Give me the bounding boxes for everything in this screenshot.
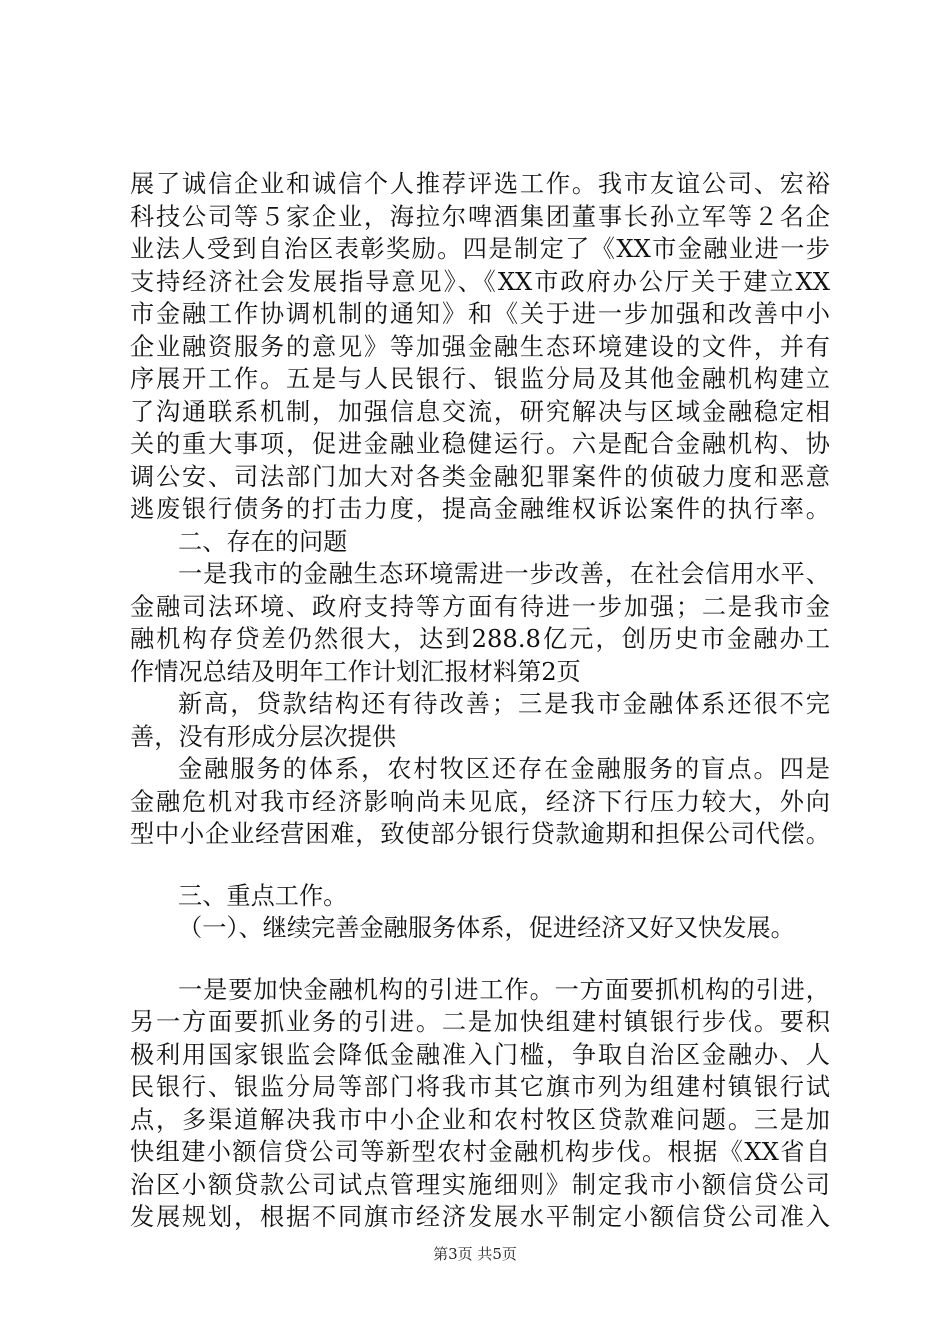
text-line: 企业融资服务的意见》等加强金融生态环境建设的文件，并有 (130, 332, 830, 361)
text-line: 业法人受到自治区表彰奖励。四是制定了《XX市金融业进一步 (130, 235, 830, 263)
text-line: 快组建小额信贷公司等新型农村金融机构步伐。根据《XX省自 (130, 1138, 830, 1166)
text-line: 逃废银行债务的打击力度，提高金融维权诉讼案件的执行率。 (130, 495, 830, 523)
text-line: 点，多渠道解决我市中小企业和农村牧区贷款难问题。三是加 (130, 1105, 830, 1134)
text-line: 金融危机对我市经济影响尚未见底，经济下行压力较大，外向 (130, 787, 830, 816)
text-line: 关的重大事项，促进金融业稳健运行。六是配合金融机构、协 (130, 430, 830, 458)
text-line: 融机构存贷差仍然很大，达到288.8亿元，创历史市金融办工 (130, 625, 830, 653)
text-line: 极利用国家银监会降低金融准入门槛，争取自治区金融办、人 (130, 1040, 830, 1069)
text-line: 型中小企业经营困难，致使部分银行贷款逾期和担保公司代偿。 (130, 820, 830, 848)
section-heading-key-work: 三、重点工作。 (178, 881, 348, 910)
text-line: 金融服务的体系，农村牧区还存在金融服务的盲点。四是 (178, 755, 830, 783)
document-body (130, 168, 830, 1234)
text-line: 支持经济社会发展指导意见》、《XX市政府办公厅关于建立XX (130, 267, 830, 296)
page-number: 第3页 共5页 (433, 1245, 517, 1263)
text-line: 治区小额贷款公司试点管理实施细则》制定我市小额信贷公司 (130, 1170, 830, 1199)
text-line: 发展规划，根据不同旗市经济发展水平制定小额信贷公司准入 (130, 1203, 830, 1231)
text-line: 一是我市的金融生态环境需进一步改善，在社会信用水平、 (178, 560, 830, 588)
paragraph-gap (130, 945, 830, 974)
text-line: 市金融工作协调机制的通知》和《关于进一步加强和改善中小 (130, 300, 830, 328)
text-line: 一是要加快金融机构的引进工作。一方面要抓机构的引进， (178, 975, 830, 1004)
text-line: 调公安、司法部门加大对各类金融犯罪案件的侦破力度和恶意 (130, 462, 830, 491)
section-heading-problems: 二、存在的问题 (178, 527, 348, 556)
text-line: 新高，贷款结构还有待改善；三是我市金融体系还很不完 (178, 690, 830, 718)
paragraph-gap (130, 851, 830, 880)
text-line: 作情况总结及明年工作计划汇报材料第2页 (130, 657, 581, 686)
text-line: 金融司法环境、政府支持等方面有待进一步加强；二是我市金 (130, 592, 830, 621)
text-line: 民银行、银监分局等部门将我市其它旗市列为组建村镇银行试 (130, 1073, 830, 1101)
subsection-heading: （一）、继续完善金融服务体系，促进经济又好又快发展。 (178, 914, 795, 942)
text-line: 科技公司等５家企业，海拉尔啤酒集团董事长孙立军等２名企 (130, 202, 830, 231)
text-line: 展了诚信企业和诚信个人推荐评选工作。我市友谊公司、宏裕 (130, 170, 830, 198)
page-footer (0, 1244, 950, 1264)
text-line: 另一方面要抓业务的引进。二是加快组建村镇银行步伐。要积 (130, 1008, 830, 1036)
text-line: 善，没有形成分层次提供 (130, 722, 397, 751)
text-line: 了沟通联系机制，加强信息交流，研究解决与区域金融稳定相 (130, 397, 830, 426)
text-line: 序展开工作。五是与人民银行、银监分局及其他金融机构建立 (130, 365, 830, 393)
